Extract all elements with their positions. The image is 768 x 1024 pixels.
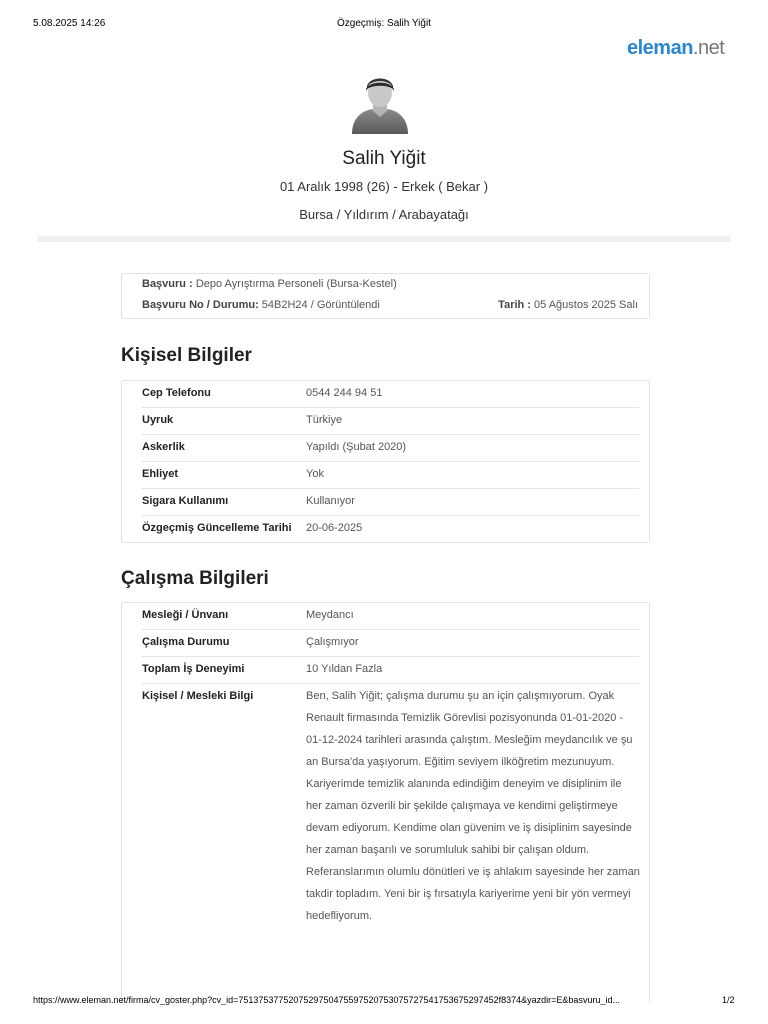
logo-suffix: .net xyxy=(692,37,725,59)
bio-paragraph: Kariyerimde temizlik alanında edindiğim deneyim ve disiplinim ile her zaman özverili bir şekilde çalışmaya ve kendimi geliştirmeye devam ediyorum. Kendime olan güvenim ve iş disiplinim sayesinde her zaman başarılı ve sorumluluk sahibi bir çalışan oldum. xyxy=(306,778,632,856)
bio-paragraph: Ben, Salih Yiğit; çalışma durumu şu an için çalışmıyorum. Oyak Renault firmasında Temizlik Görevlisi pozisyonunda 01-01-2020 - 01-12-2024 tarihleri arasında çalıştım. Mesleğim meydancılık ve şu an Bursa'da yaşıyorum. Eğitim seviyem ilköğretim mezunuyum. xyxy=(306,690,633,768)
personal-info-heading: Kişisel Bilgiler xyxy=(121,345,252,366)
eleman-net-logo[interactable] xyxy=(627,37,724,60)
table-row xyxy=(142,516,639,542)
work-info-heading: Çalışma Bilgileri xyxy=(121,568,269,589)
print-header xyxy=(0,18,768,30)
application-date xyxy=(498,299,638,311)
table-row xyxy=(142,408,639,435)
personal-info-table xyxy=(121,380,650,543)
print-title: Özgeçmiş: Salih Yiğit xyxy=(337,18,431,29)
application-position-value: Depo Ayrıştırma Personeli (Bursa-Kestel) xyxy=(195,278,397,290)
row-value: 0544 244 94 51 xyxy=(306,387,383,399)
profile-card xyxy=(37,62,731,241)
row-value: Yok xyxy=(306,468,324,480)
print-footer xyxy=(0,995,768,1007)
row-value: Çalışmıyor xyxy=(306,636,359,648)
row-value: 20-06-2025 xyxy=(306,522,363,534)
table-row xyxy=(142,489,639,516)
table-row xyxy=(142,381,639,408)
bio-text xyxy=(306,684,640,927)
table-row xyxy=(142,435,639,462)
table-row xyxy=(142,603,639,630)
table-row xyxy=(142,462,639,489)
location: Bursa / Yıldırım / Arabayatağı xyxy=(299,207,469,222)
row-value: Yapıldı (Şubat 2020) xyxy=(306,441,407,453)
birth-info: 01 Aralık 1998 (26) - Erkek ( Bekar ) xyxy=(279,179,489,194)
row-label: Mesleği / Ünvanı xyxy=(142,609,229,621)
application-number-value: 54B2H24 / Görüntülendi xyxy=(261,299,380,311)
bio-paragraph: Referanslarımın olumlu dönütleri ve iş ahlakım sayesinde her zaman takdir topladım. Yeni bir iş fırsatıyla kariyerime yeni bir yön vermeyi hedefliyorum. xyxy=(306,866,640,922)
application-info-box xyxy=(121,273,650,319)
work-info-table xyxy=(121,602,650,1003)
table-row xyxy=(142,630,639,657)
candidate-name: Salih Yiğit xyxy=(342,148,426,169)
row-label: Uyruk xyxy=(142,414,174,426)
print-datetime: 5.08.2025 14:26 xyxy=(33,18,106,29)
application-date-value: 05 Ağustos 2025 Salı xyxy=(534,299,638,311)
row-label: Özgeçmiş Güncelleme Tarihi xyxy=(142,522,292,534)
application-number-label: Başvuru No / Durumu: xyxy=(142,299,259,311)
logo-brand: eleman xyxy=(627,37,693,59)
row-label: Kişisel / Mesleki Bilgi xyxy=(142,690,254,702)
table-row xyxy=(142,657,639,684)
application-position-label: Başvuru : xyxy=(142,278,193,290)
application-number xyxy=(142,299,380,311)
row-value: Kullanıyor xyxy=(306,495,355,507)
print-url: https://www.eleman.net/firma/cv_goster.php?cv_id=7513753775207529750475597520753075727541753675297452f8374&yazdir=E&basvuru_id... xyxy=(33,995,620,1005)
table-row xyxy=(142,684,639,927)
row-label: Sigara Kullanımı xyxy=(142,495,229,507)
application-position xyxy=(142,278,397,290)
avatar-icon xyxy=(350,74,410,134)
page-number: 1/2 xyxy=(722,995,735,1005)
row-value: Meydancı xyxy=(306,609,354,621)
row-label: Askerlik xyxy=(142,441,185,453)
application-date-label: Tarih : xyxy=(498,299,531,311)
row-label: Ehliyet xyxy=(142,468,179,480)
row-value: 10 Yıldan Fazla xyxy=(306,663,383,675)
row-label: Toplam İş Deneyimi xyxy=(142,663,245,675)
row-label: Çalışma Durumu xyxy=(142,636,230,648)
row-label: Cep Telefonu xyxy=(142,387,211,399)
row-value: Türkiye xyxy=(306,414,343,426)
